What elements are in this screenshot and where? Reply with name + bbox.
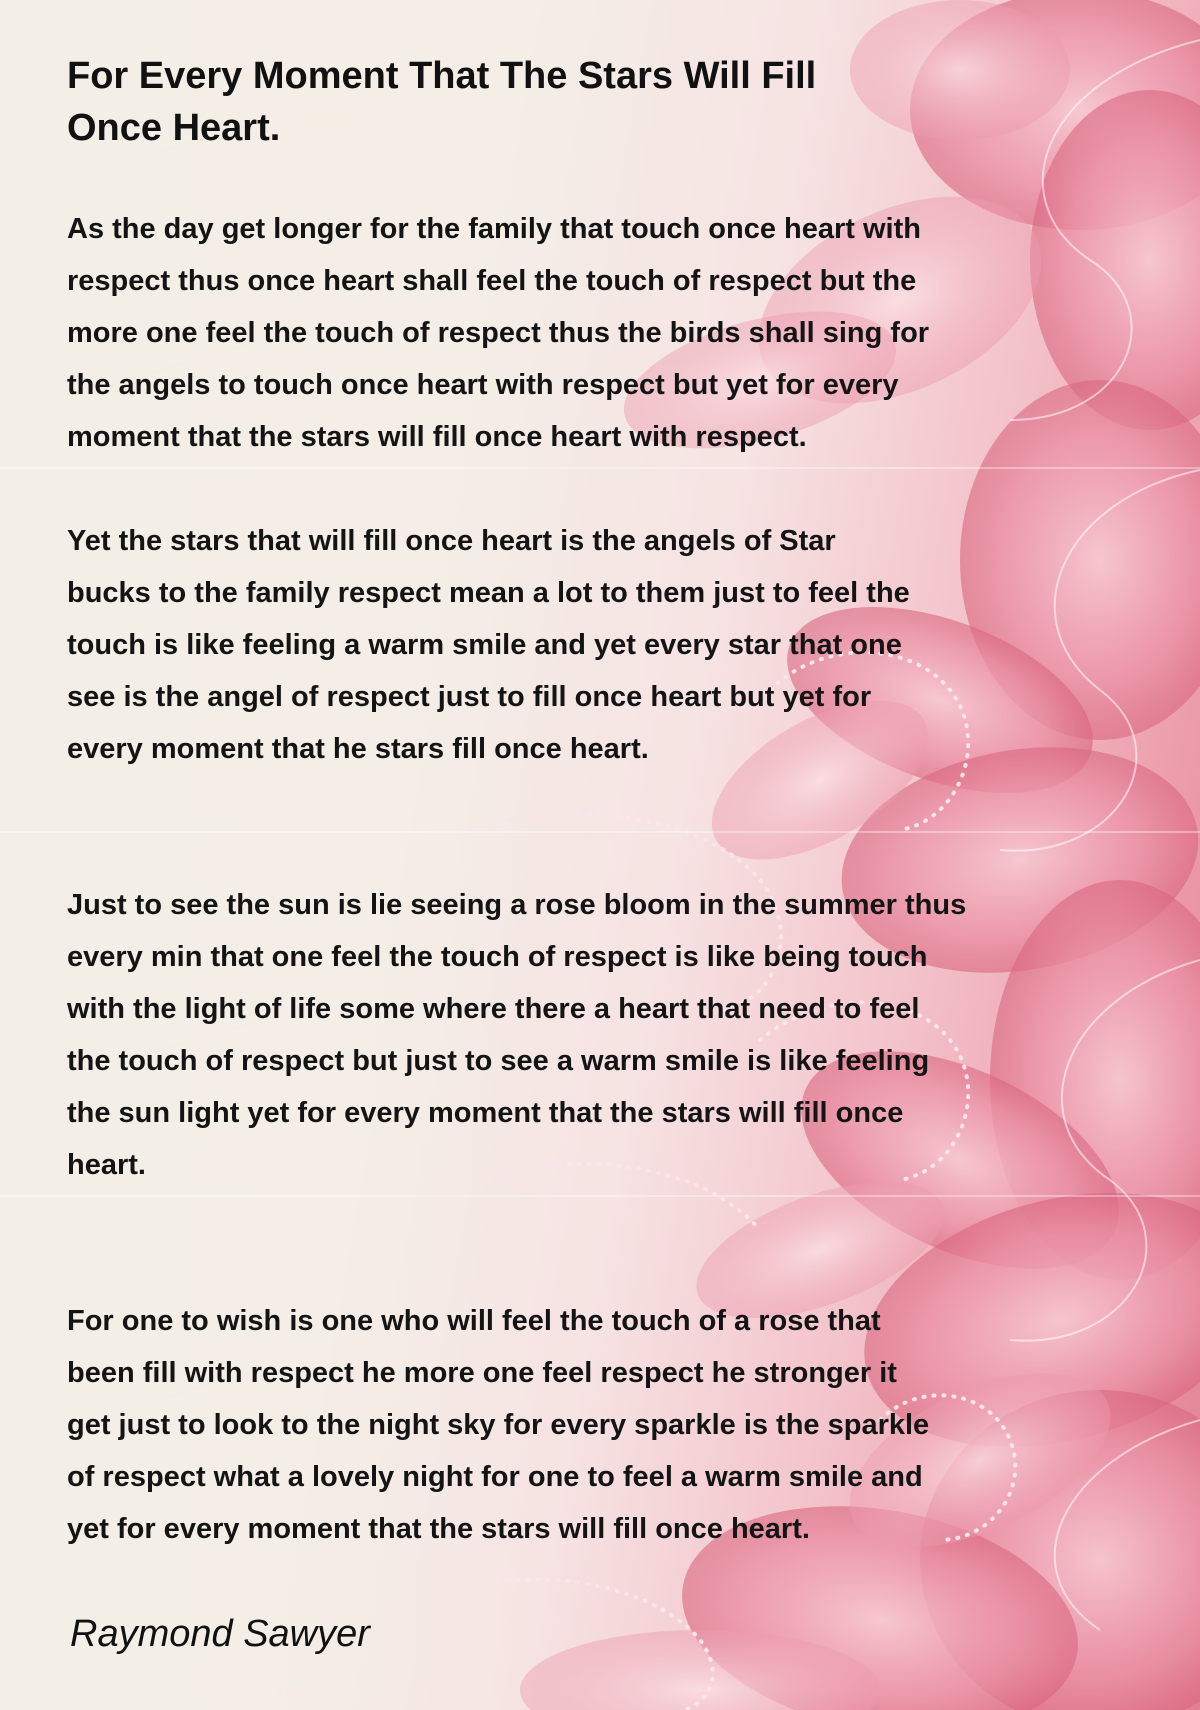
poem-line: every min that one feel the touch of respect is like being touch: [67, 941, 928, 973]
poem-line: the touch of respect but just to see a warm smile is like feeling: [67, 1045, 930, 1077]
stanza-1: [67, 203, 1077, 463]
band-seam: [0, 1195, 1200, 1197]
poem-author: Raymond Sawyer: [70, 1613, 370, 1655]
band-seam: [0, 831, 1200, 833]
poem-line: been fill with respect he more one feel respect he stronger it: [67, 1357, 897, 1389]
poem-line: Just to see the sun is lie seeing a rose bloom in the summer thus: [67, 889, 967, 921]
title-line: Once Heart.: [67, 107, 281, 149]
title-line: For Every Moment That The Stars Will Fill: [67, 55, 817, 97]
poem-line: of respect what a lovely night for one to feel a warm smile and: [67, 1461, 923, 1493]
band-seam: [0, 467, 1200, 469]
stanza-4: [67, 1295, 1077, 1555]
poem-title: [67, 50, 967, 154]
poem-line: heart.: [67, 1149, 146, 1181]
poem-line: more one feel the touch of respect thus the birds shall sing for: [67, 317, 930, 349]
poem-line: respect thus once heart shall feel the touch of respect but the: [67, 265, 917, 297]
stanza-3: [67, 879, 1077, 1191]
poem-line: get just to look to the night sky for every sparkle is the sparkle: [67, 1409, 930, 1441]
poem-line: yet for every moment that the stars will fill once heart.: [67, 1513, 810, 1545]
poem-line: bucks to the family respect mean a lot to them just to feel the: [67, 577, 910, 609]
poem-line: touch is like feeling a warm smile and yet every star that one: [67, 629, 902, 661]
poem-line: with the light of life some where there a heart that need to feel: [67, 993, 920, 1025]
poem-line: Yet the stars that will fill once heart is the angels of Star: [67, 525, 836, 557]
poem-line: the angels to touch once heart with respect but yet for every: [67, 369, 899, 401]
poem-line: the sun light yet for every moment that the stars will fill once: [67, 1097, 904, 1129]
stanza-2: [67, 515, 1077, 775]
poem-line: see is the angel of respect just to fill once heart but yet for: [67, 681, 872, 713]
poem-line: every moment that he stars fill once heart.: [67, 733, 649, 765]
poem-line: As the day get longer for the family that touch once heart with: [67, 213, 921, 245]
poem-line: For one to wish is one who will feel the touch of a rose that: [67, 1305, 881, 1337]
poem-line: moment that the stars will fill once heart with respect.: [67, 421, 807, 453]
